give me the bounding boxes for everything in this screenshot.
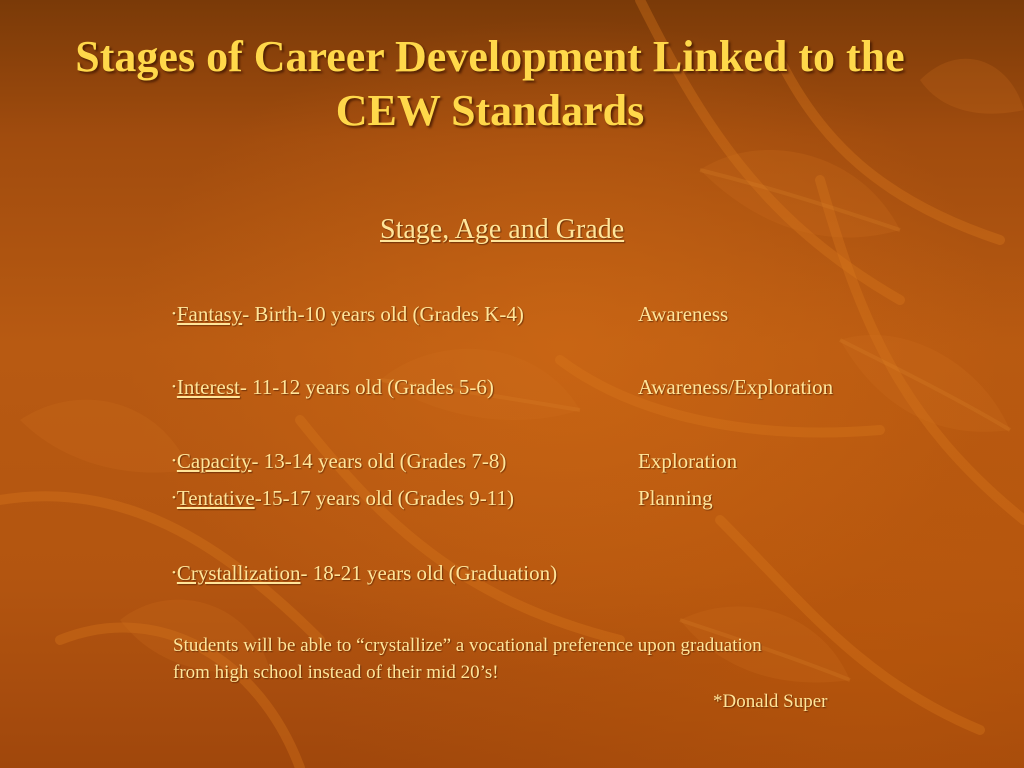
bullet-icon: •: [172, 381, 176, 393]
bullet-icon: •: [172, 455, 176, 467]
graduation-note: [173, 632, 903, 686]
note-line: Students will be able to “crystallize” a vocational preference upon graduation: [173, 635, 762, 656]
stage-detail: -15-17 years old (Grades 9-11): [254, 486, 514, 510]
bullet-icon: •: [172, 308, 176, 320]
stage-phase: Awareness/Exploration: [638, 375, 834, 399]
stage-detail: - 18-21 years old (Graduation): [300, 561, 558, 585]
stage-detail: - 13-14 years old (Grades 7-8): [251, 449, 507, 473]
stage-detail: - 11-12 years old (Grades 5-6): [239, 375, 494, 399]
stage-row-interest: [172, 375, 834, 400]
stage-row-crystallization: [172, 561, 557, 586]
stage-detail: - Birth-10 years old (Grades K-4): [242, 302, 524, 326]
stage-phase: Exploration: [638, 449, 738, 473]
bullet-icon: •: [172, 567, 176, 579]
source-credit: *Donald Super: [713, 691, 828, 712]
section-subtitle: Stage, Age and Grade: [380, 214, 625, 245]
stage-row-tentative: [172, 486, 713, 511]
slide-title: Stages of Career Development Linked to the CEW Standards: [75, 32, 905, 135]
stage-name: Tentative: [176, 486, 255, 510]
stage-row-fantasy: [172, 302, 729, 327]
stage-name: Fantasy: [176, 302, 243, 326]
stage-name: Interest: [176, 375, 240, 399]
stage-phase: Awareness: [638, 302, 729, 326]
bullet-icon: •: [172, 492, 176, 504]
stage-name: Capacity: [176, 449, 252, 473]
stage-row-capacity: [172, 449, 738, 474]
stage-phase: Planning: [638, 486, 713, 510]
stage-name: Crystallization: [176, 561, 301, 585]
note-line: from high school instead of their mid 20’s!: [173, 662, 499, 683]
